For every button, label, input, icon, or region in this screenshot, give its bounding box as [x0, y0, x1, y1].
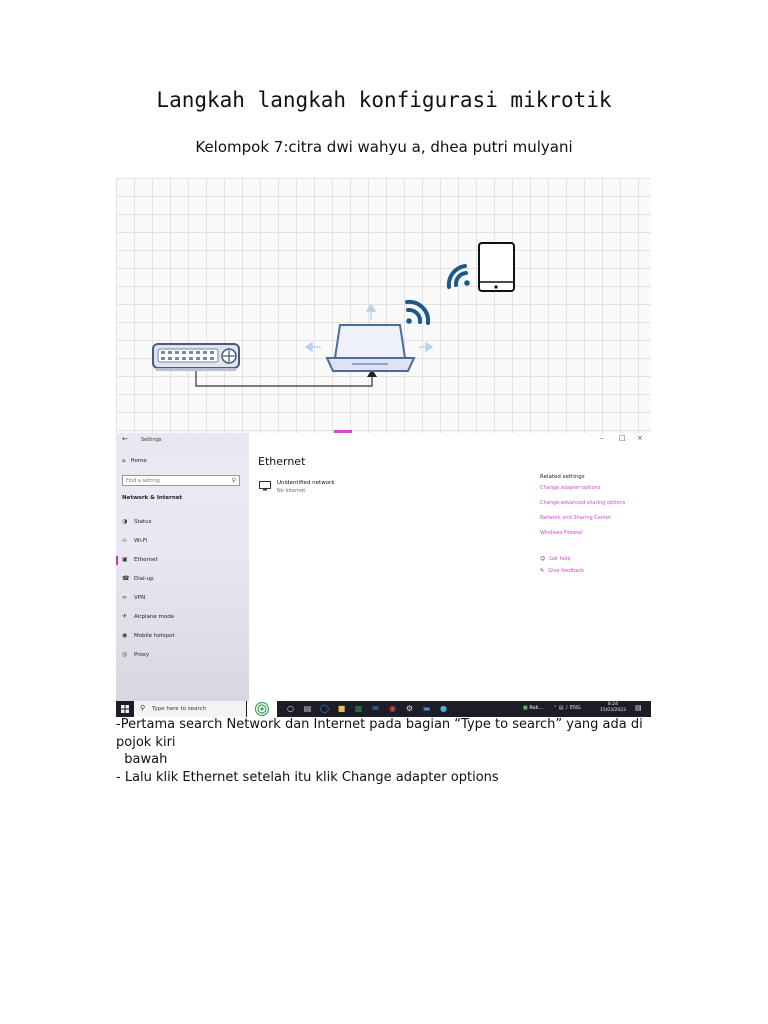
tablet-icon — [479, 243, 514, 291]
document-subtitle: Kelompok 7:citra dwi wahyu a, dhea putri mulyani — [195, 138, 573, 156]
related-settings-title: Related settings — [540, 474, 585, 480]
advanced-sharing-link[interactable]: Change advanced sharing options — [540, 500, 626, 506]
settings-gear-icon[interactable]: ⚙ — [405, 704, 414, 713]
network-tray-icon[interactable]: ▤ — [558, 705, 564, 711]
status-icon: ◑ — [122, 518, 128, 525]
back-arrow-icon[interactable]: ← — [122, 435, 128, 443]
search-icon: ⚲ — [231, 477, 236, 484]
page-title: Ethernet — [258, 455, 306, 468]
system-tray — [553, 705, 581, 711]
network-monitor-icon — [259, 481, 271, 491]
ethernet-cable-line — [196, 371, 372, 386]
language-indicator[interactable]: ENG — [569, 705, 581, 711]
taskbar-search-box[interactable]: ⚲ Type here to search — [134, 701, 246, 717]
task-view-icon[interactable]: ○ — [287, 704, 294, 713]
instruction-line: -Pertama search Network dan Internet pada bagian “Type to search” yang ada di — [116, 717, 643, 732]
instruction-line: pojok kiri — [116, 734, 176, 750]
sidebar-item-status[interactable]: ◑ Status — [122, 518, 152, 525]
find-setting-input[interactable]: Find a setting ⚲ — [122, 475, 240, 486]
home-icon: ⌂ — [122, 458, 126, 464]
sidebar-section-title: Network & Internet — [122, 495, 183, 501]
notification-icon[interactable]: ▤ — [635, 704, 642, 712]
close-icon[interactable]: × — [637, 434, 643, 442]
cortana-button[interactable] — [247, 701, 277, 717]
network-diagram-svg — [116, 178, 651, 433]
switch-icon — [153, 344, 239, 371]
sidebar-home[interactable]: ⌂ Home — [122, 458, 147, 464]
get-help-link[interactable]: ☺ Get help — [540, 556, 571, 562]
cortana-icon — [247, 701, 277, 717]
change-adapter-options-link[interactable]: Change adapter options — [540, 485, 601, 491]
sharing-center-link[interactable]: Network and Sharing Center — [540, 515, 612, 521]
settings-app-title: Settings — [141, 437, 162, 443]
search-icon: ⚲ — [140, 704, 146, 712]
vpn-icon: ∞ — [122, 594, 127, 601]
minimize-icon[interactable]: – — [600, 434, 604, 442]
taskbar-recorder-app[interactable]: ■ Rek... — [523, 705, 544, 711]
recorder-icon: ■ — [523, 705, 528, 711]
volume-icon[interactable]: ♪ — [565, 705, 569, 711]
sidebar-item-ethernet[interactable]: ▣ Ethernet — [122, 556, 158, 566]
laptop-icon — [327, 325, 414, 371]
sidebar-item-proxy[interactable]: ◎ Proxy — [122, 651, 150, 658]
wifi-signal-icon — [406, 302, 428, 324]
sidebar-item-wifi[interactable]: ⊹ Wi-Fi — [122, 537, 148, 544]
network-name[interactable]: Unidentified network — [277, 480, 335, 486]
mail-icon[interactable]: ✉ — [372, 704, 379, 713]
network-status: No Internet — [277, 488, 306, 494]
dialup-icon: ☎ — [122, 575, 130, 582]
sidebar-item-dialup[interactable]: ☎ Dial-up — [122, 575, 154, 582]
windows-firewall-link[interactable]: Windows Firewall — [540, 530, 583, 536]
chrome-icon[interactable]: ◉ — [389, 704, 396, 713]
help-icon: ☺ — [540, 556, 546, 562]
folder-icon[interactable]: ▬ — [422, 704, 431, 713]
hotspot-icon: ◉ — [122, 632, 128, 639]
instruction-line: bawah — [116, 752, 168, 767]
windows-start-icon[interactable] — [121, 705, 129, 713]
edge-icon[interactable]: ◯ — [320, 704, 329, 713]
settings-window — [116, 433, 651, 701]
explorer-icon[interactable]: ■ — [337, 704, 346, 713]
airplane-icon: ✈ — [122, 613, 128, 620]
give-feedback-link[interactable]: ✎ Give feedback — [540, 568, 585, 574]
maximize-icon[interactable]: □ — [619, 434, 626, 442]
excel-icon[interactable]: ▩ — [354, 704, 363, 713]
taskbar — [116, 701, 651, 717]
network-diagram — [116, 178, 651, 433]
proxy-icon: ◎ — [122, 651, 128, 658]
instruction-line: - Lalu klik Ethernet setelah itu klik Change adapter options — [116, 769, 499, 785]
sidebar-item-vpn[interactable]: ∞ VPN — [122, 594, 146, 601]
wifi-icon: ⊹ — [122, 537, 128, 544]
settings-sidebar — [116, 433, 249, 701]
wifi-signal-tablet-icon — [449, 266, 470, 287]
sidebar-item-airplane[interactable]: ✈ Airplane mode — [122, 613, 175, 620]
taskbar-app-icons — [282, 704, 452, 713]
browser-icon[interactable]: ● — [440, 704, 447, 713]
ethernet-icon: ▣ — [122, 556, 128, 563]
document-title: Langkah langkah konfigurasi mikrotik — [156, 88, 612, 112]
instructions — [116, 716, 651, 786]
taskbar-clock[interactable]: 8:24 15/03/2023 — [600, 702, 626, 713]
sidebar-item-hotspot[interactable]: ◉ Mobile hotspot — [122, 632, 175, 639]
tray-chevron-icon[interactable]: ⌃ — [553, 705, 558, 711]
feedback-icon: ✎ — [540, 568, 545, 574]
timeline-icon[interactable]: ▤ — [303, 704, 312, 713]
